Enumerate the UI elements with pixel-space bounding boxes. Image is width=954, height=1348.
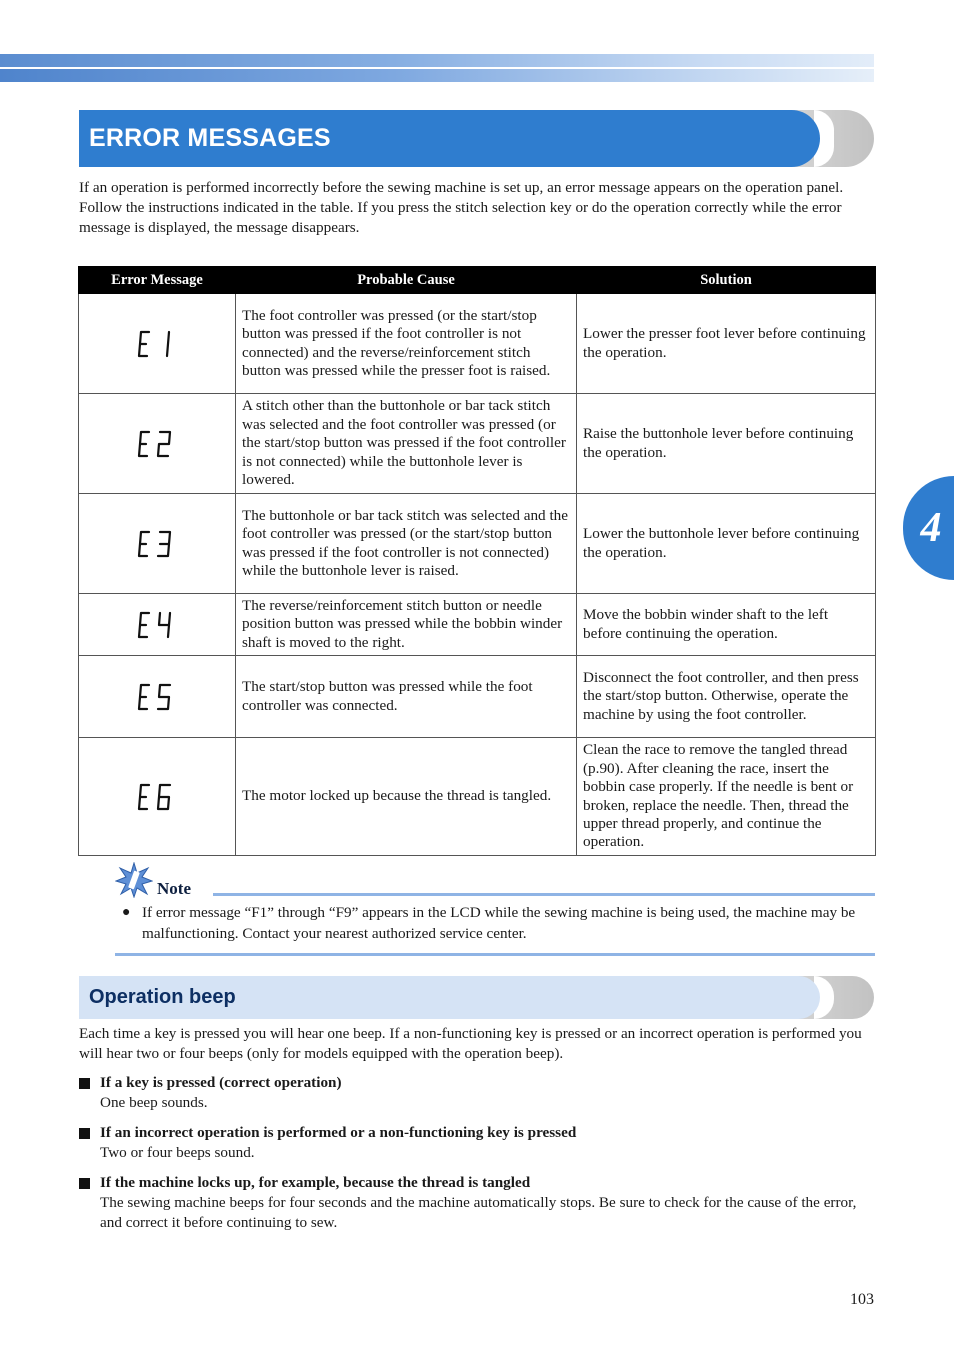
error-code-e2	[137, 429, 177, 459]
table-row	[79, 656, 876, 738]
chapter-number: 4	[920, 505, 942, 551]
square-bullet-icon	[79, 1178, 90, 1189]
cause-cell: The buttonhole or bar tack stitch was selected and the foot controller was pressed (or the start/stop button was pressed if the foot controller is not connected) while the buttonhole lever is raised.	[236, 494, 577, 594]
intro-paragraph: If an operation is performed incorrectly before the sewing machine is set up, an error message appears on the operation panel. Follow the instructions indicated in the table. If you press the stitch selection key or do the operation correctly while the error message is displayed, the message disappears.	[79, 179, 844, 236]
error-code-e1	[137, 329, 177, 359]
solution-cell: Clean the race to remove the tangled thread (p.90). After cleaning the race, insert the bobbin case properly. If the needle is bent or broken, replace the needle. Then, thread the upper thread properly, and continue the operation.	[577, 738, 876, 856]
section-header-error-messages	[79, 110, 874, 167]
header-error-message: Error Message	[79, 267, 236, 294]
header-decor-band	[0, 54, 874, 82]
beep-section-title: Operation beep	[89, 986, 236, 1008]
error-code-e4	[137, 610, 177, 640]
section-title: ERROR MESSAGES	[89, 124, 331, 152]
cause-cell: A stitch other than the buttonhole or bar tack stitch was selected and the foot controller was pressed (or the start/stop button was pressed if the foot controller is not connected) while the buttonhole lever is lowered.	[236, 394, 577, 494]
error-code-cell	[79, 656, 236, 738]
error-code-e5	[137, 682, 177, 712]
beep-case-text: Two or four beeps sound.	[100, 1144, 255, 1161]
solution-cell: Raise the buttonhole lever before continuing the operation.	[577, 394, 876, 494]
beep-case-text: The sewing machine beeps for four seconds and the machine automatically stops. Be sure to check for the cause of the error, and correct it before continuing to sew.	[100, 1194, 857, 1231]
table-row	[79, 294, 876, 394]
header-stripe-top	[0, 54, 874, 67]
beep-case-item	[79, 1123, 874, 1163]
cause-cell: The start/stop button was pressed while the foot controller was connected.	[236, 656, 577, 738]
beep-intro-paragraph: Each time a key is pressed you will hear one beep. If a non-functioning key is pressed or an incorrect operation is performed you will hear two or four beeps (only for models equipped with the operation beep).	[79, 1025, 862, 1062]
cause-cell: The foot controller was pressed (or the start/stop button was pressed if the foot controller is not connected) and the reverse/reinforcement stitch button was pressed while the presser foot is raised.	[236, 294, 577, 394]
beep-case-item	[79, 1073, 874, 1113]
beep-case-heading: If the machine locks up, for example, because the thread is tangled	[100, 1174, 531, 1191]
error-code-cell	[79, 494, 236, 594]
table-row	[79, 494, 876, 594]
beep-case-heading: If a key is pressed (correct operation)	[100, 1074, 342, 1091]
beep-case-heading: If an incorrect operation is performed or a non-functioning key is pressed	[100, 1124, 577, 1141]
error-code-cell	[79, 294, 236, 394]
bullet-icon: ●	[122, 905, 131, 920]
note-bottom-divider	[115, 953, 875, 956]
table-header-row	[79, 267, 876, 294]
table-row	[79, 594, 876, 656]
note-divider	[213, 893, 875, 896]
beep-case-item	[79, 1173, 874, 1233]
solution-cell: Move the bobbin winder shaft to the left before continuing the operation.	[577, 594, 876, 656]
cause-cell: The motor locked up because the thread is tangled.	[236, 738, 577, 856]
header-stripe-bottom	[0, 69, 874, 82]
error-code-cell	[79, 594, 236, 656]
note-icon	[115, 862, 153, 898]
note-body	[115, 902, 875, 944]
note-header	[115, 862, 875, 898]
header-solution: Solution	[577, 267, 876, 294]
section-header-operation-beep	[79, 976, 874, 1019]
error-code-e3	[137, 529, 177, 559]
error-code-cell	[79, 394, 236, 494]
square-bullet-icon	[79, 1128, 90, 1139]
error-table	[78, 266, 876, 856]
table-row	[79, 738, 876, 856]
chapter-tab	[903, 476, 954, 580]
solution-cell: Disconnect the foot controller, and then press the start/stop button. Otherwise, operate the machine by using the foot controller.	[577, 656, 876, 738]
solution-cell: Lower the buttonhole lever before continuing the operation.	[577, 494, 876, 594]
note-label: Note	[157, 879, 191, 898]
cause-cell: The reverse/reinforcement stitch button or needle position button was pressed while the bobbin winder shaft is moved to the right.	[236, 594, 577, 656]
header-probable-cause: Probable Cause	[236, 267, 577, 294]
square-bullet-icon	[79, 1078, 90, 1089]
error-code-cell	[79, 738, 236, 856]
solution-cell: Lower the presser foot lever before continuing the operation.	[577, 294, 876, 394]
error-code-e6	[137, 782, 177, 812]
beep-case-text: One beep sounds.	[100, 1094, 208, 1111]
table-row	[79, 394, 876, 494]
page-number: 103	[850, 1291, 874, 1308]
note-text: If error message “F1” through “F9” appears in the LCD while the sewing machine is being used, the machine may be malfunctioning. Contact your nearest authorized service center.	[142, 904, 856, 942]
